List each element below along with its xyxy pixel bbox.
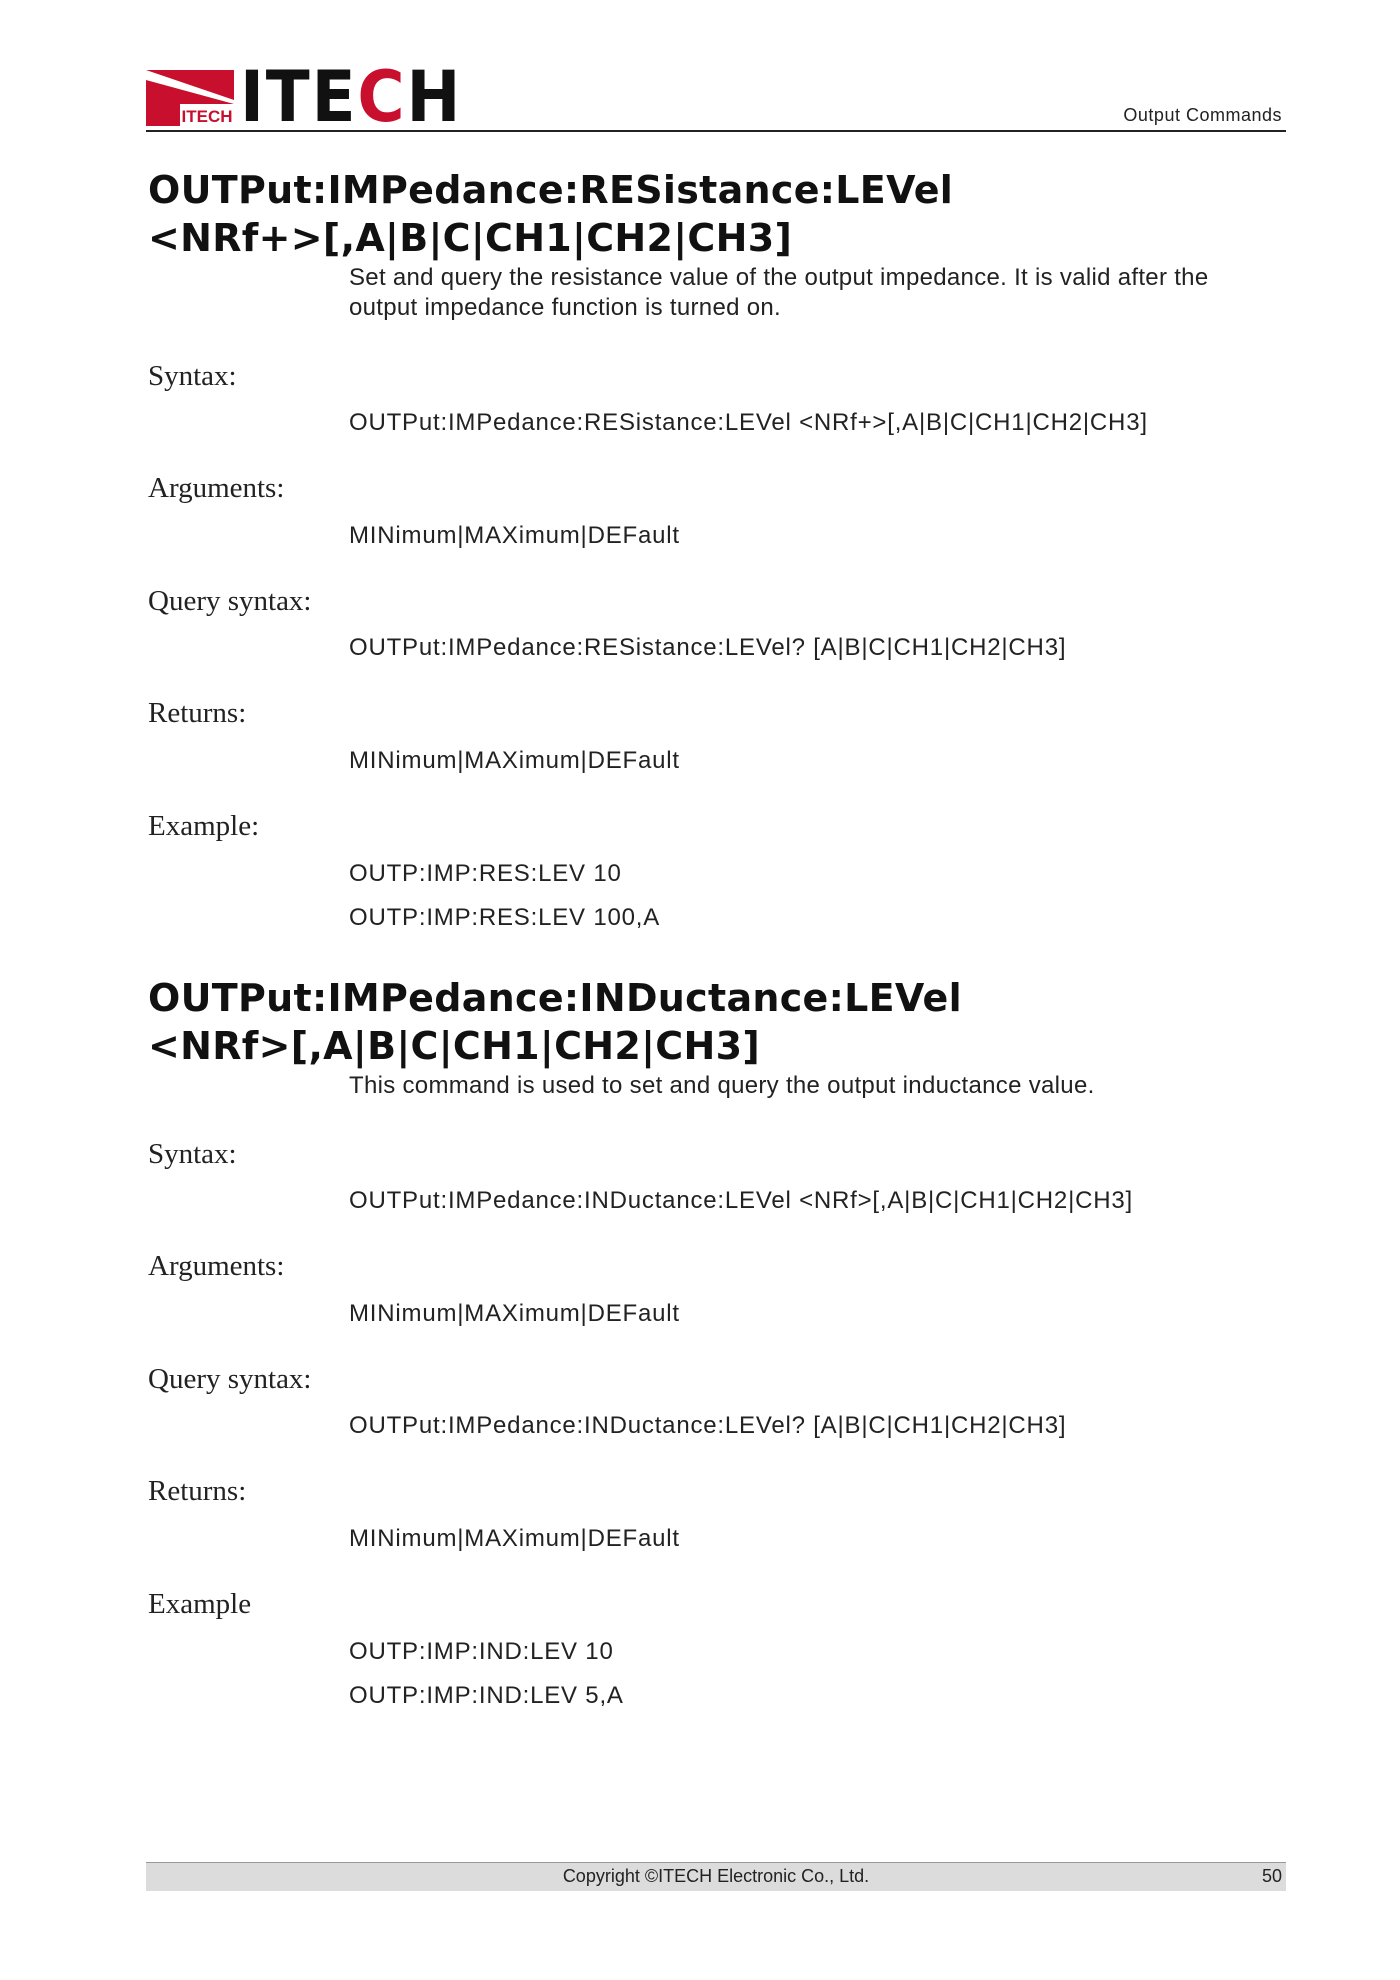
arguments-text: MINimum|MAXimum|DEFault — [349, 1300, 680, 1327]
syntax-text: OUTPut:IMPedance:RESistance:LEVel <NRf+>[,A|B|C|CH1|CH2|CH3] — [349, 409, 1148, 436]
arguments-label: Arguments: — [148, 1250, 285, 1282]
query-syntax-label: Query syntax: — [148, 1363, 312, 1395]
arguments-label: Arguments: — [148, 472, 285, 504]
example-line: OUTP:IMP:RES:LEV 100,A — [349, 904, 661, 931]
returns-label: Returns: — [148, 1475, 247, 1507]
returns-text: MINimum|MAXimum|DEFault — [349, 1525, 680, 1552]
syntax-text: OUTPut:IMPedance:INDuctance:LEVel <NRf>[,A|B|C|CH1|CH2|CH3] — [349, 1187, 1133, 1214]
footer-copyright: Copyright ©ITECH Electronic Co., Ltd. — [562, 1866, 870, 1886]
page-header — [146, 56, 1286, 138]
command-description: This command is used to set and query the output inductance value. — [349, 1072, 1095, 1099]
returns-text: MINimum|MAXimum|DEFault — [349, 747, 680, 774]
example-label: Example: — [148, 810, 260, 842]
itech-logo — [146, 56, 482, 138]
query-syntax-text: OUTPut:IMPedance:RESistance:LEVel? [A|B|C|CH1|CH2|CH3] — [349, 634, 1067, 661]
query-syntax-label: Query syntax: — [148, 585, 312, 617]
page-number: 50 — [1261, 1866, 1282, 1886]
command-title — [148, 166, 953, 262]
logo-wordmark: ITECH — [240, 56, 463, 138]
example-line: OUTP:IMP:IND:LEV 5,A — [349, 1682, 624, 1709]
syntax-label: Syntax: — [148, 360, 237, 392]
command-title — [148, 974, 962, 1070]
command-title-line2: <NRf>[,A|B|C|CH1|CH2|CH3] — [148, 1024, 760, 1068]
example-label: Example — [148, 1588, 252, 1620]
command-description: Set and query the resistance value of the output impedance. It is valid after the output impedance function is turned on. — [349, 264, 1209, 321]
arguments-text: MINimum|MAXimum|DEFault — [349, 522, 680, 549]
example-line: OUTP:IMP:RES:LEV 10 — [349, 860, 622, 887]
syntax-label: Syntax: — [148, 1138, 237, 1170]
returns-label: Returns: — [148, 697, 247, 729]
command-title-line1: OUTPut:IMPedance:INDuctance:LEVel — [148, 976, 962, 1020]
command-title-line1: OUTPut:IMPedance:RESistance:LEVel — [148, 168, 954, 212]
running-head: Output Commands — [1123, 105, 1282, 125]
example-line: OUTP:IMP:IND:LEV 10 — [349, 1638, 614, 1665]
command-title-line2: <NRf+>[,A|B|C|CH1|CH2|CH3] — [148, 216, 793, 260]
page-footer — [146, 1862, 1286, 1891]
logo-mark-text: ITECH — [181, 107, 233, 126]
query-syntax-text: OUTPut:IMPedance:INDuctance:LEVel? [A|B|C|CH1|CH2|CH3] — [349, 1412, 1067, 1439]
itech-logo-mark-icon — [146, 70, 234, 126]
